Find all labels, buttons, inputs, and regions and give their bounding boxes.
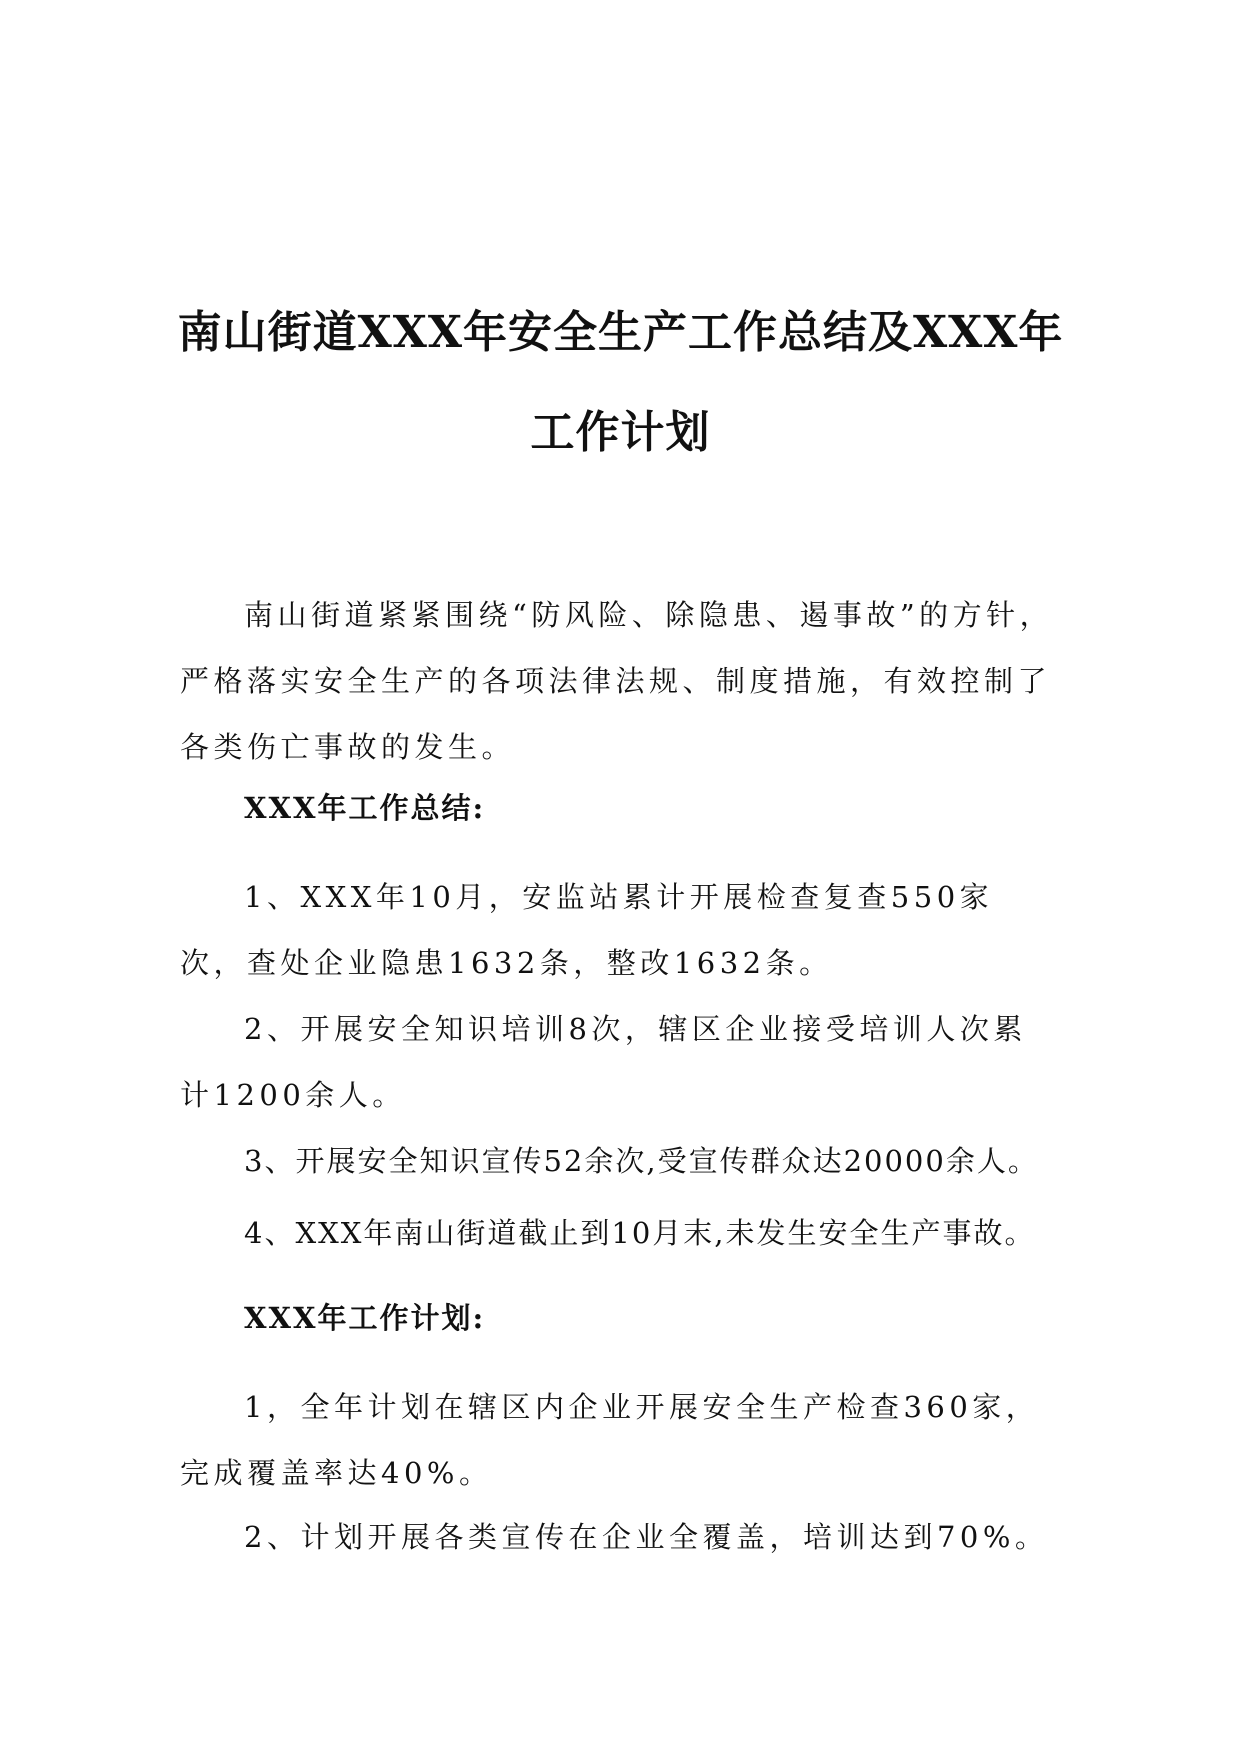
summary-item-4: 4、XXX年南山街道截止到10月末,未发生安全生产事故。 [244, 1216, 1036, 1250]
summary-heading: XXX年工作总结: [244, 791, 486, 825]
document-title-line-2: 工作计划 [530, 407, 711, 458]
summary-item-2: 2、开展安全知识培训8次，辖区企业接受培训人次累计1200余人。 [180, 1012, 1027, 1112]
summary-item-1: 1、XXX年10月，安监站累计开展检查复查550家次，查处企业隐患1632条，整改1632条。 [180, 880, 994, 980]
document-title-line-1: 南山街道XXX年安全生产工作总结及XXX年 [177, 307, 1064, 358]
intro-paragraph: 南山街道紧紧围绕“防风险、除隐患、遏事故”的方针，严格落实安全生产的各项法律法规、制度措施，有效控制了各类伤亡事故的发生。 [180, 598, 1054, 764]
plan-item-1: 1，全年计划在辖区内企业开展安全生产检查360家，完成覆盖率达40%。 [180, 1390, 1040, 1490]
summary-item-3: 3、开展安全知识宣传52余次,受宣传群众达20000余人。 [244, 1144, 1039, 1178]
plan-item-2: 2、计划开展各类宣传在企业全覆盖，培训达到70%。 [244, 1520, 1049, 1554]
plan-heading: XXX年工作计划: [244, 1301, 486, 1335]
